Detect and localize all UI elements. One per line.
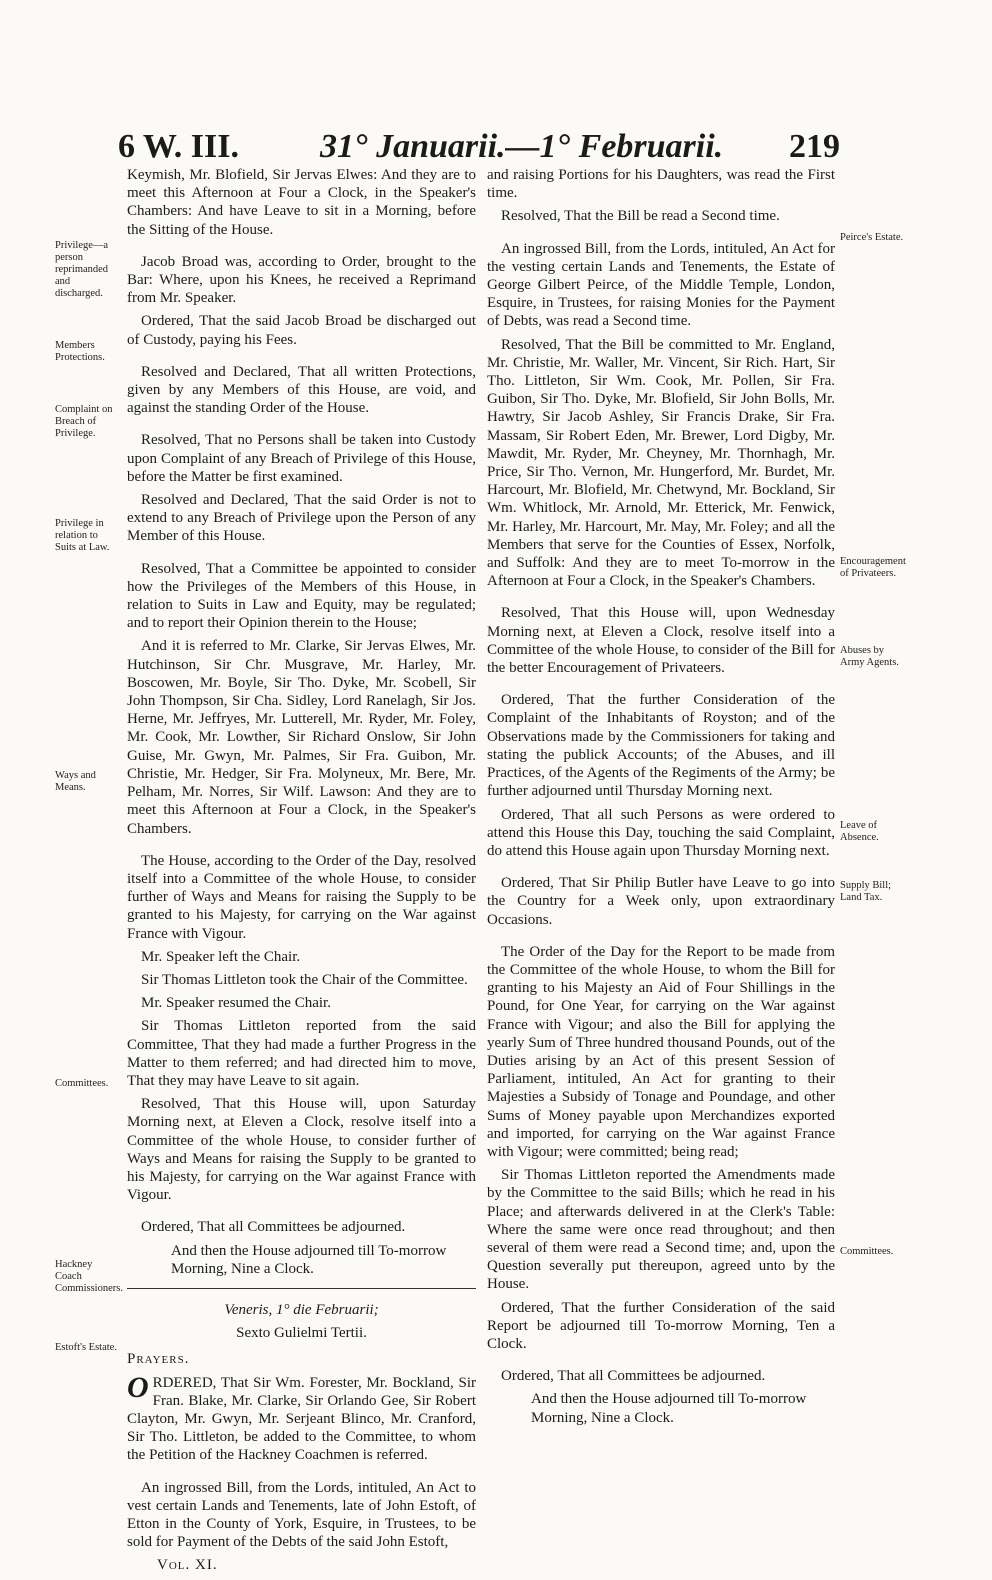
paragraph: Resolved and Declared, That the said Order is not to extend to any Breach of Privilege upon the Person of any Member of this House. — [127, 492, 476, 545]
paragraph: Resolved and Declared, That all written Protections, given by any Members of this House, are void, and against the standing Order of the House. — [127, 363, 476, 417]
paragraph: Ordered, That all Committees be adjourned. — [501, 1368, 766, 1385]
day-heading: Veneris, 1° die Februarii; — [224, 1301, 379, 1318]
margin-note: Committees. — [840, 1246, 894, 1257]
margin-note: Peirce's Estate. — [840, 232, 904, 243]
paragraph: Mr. Speaker resumed the Chair. — [141, 995, 331, 1012]
regnal-line: Sexto Gulielmi Tertii. — [236, 1325, 367, 1342]
paragraph: Resolved, That the Bill be committed to Mr. England, Mr. Christie, Mr. Waller, Mr. Vincent, Sir Rich. Hart, Sir Tho. Littleton, Sir Wm. Cook, Mr. Pollen, Sir Fra. Guibon, Sir Tho. Dyke, Mr. Blofield, Sir John Bolls, Mr. Hawtry, Sir Jacob Ashley, Sir Francis Drake, Sir Fra. Massam, Sir Robert Eden, Mr. Brewer, Lord Digby, Mr. Mawdit, Mr. Ryder, Mr. Cheyney, Mr. Thornhagh, Mr. Price, Sir Tho. Vernon, Mr. Hungerford, Mr. Burdet, Mr. Harcourt, Mr. Blofield, Mr. Chetwynd, Mr. Bockland, Sir Wm. Whitlock, Mr. Arnold, Mr. Etterick, Mr. Fenwick, Mr. Harley, Mr. Harcourt, Mr. May, Mr. Foley; and all the Members that serve for the Counties of Essex, Norfolk, and Suffolk: And they are to meet To-morrow in the Afternoon at Four a Clock, in the Speaker's Chambers. — [487, 336, 835, 590]
paragraph: Resolved, That the Bill be read a Second time. — [501, 208, 780, 225]
margin-note: Abuses by Army Agents. — [840, 645, 899, 668]
margin-note: Encouragement of Privateers. — [840, 556, 906, 579]
paragraph: Sir Thomas Littleton reported from the said Committee, That they had made a further Progress in the Matter to them referred; and had directed him to move, That they may have Leave to sit again. — [127, 1018, 476, 1089]
margin-note: Supply Bill; Land Tax. — [840, 880, 892, 903]
paragraph: and raising Portions for his Daughters, was read the First time. — [487, 167, 835, 202]
paragraph: Ordered, That all Committees be adjourned. — [141, 1219, 406, 1236]
margin-note: Committees. — [55, 1078, 109, 1089]
margin-note: Complaint on Breach of Privilege. — [55, 404, 113, 439]
paragraph-text: RDERED, That Sir Wm. Forester, Mr. Bockland, Sir Fran. Blake, Mr. Clarke, Sir Orlando Gee, Sir Robert Clayton, Mr. Gwyn, Mr. Serjeant Blinco, Mr. Cranford, Sir Tho. Littleton, be added to the Committee, to whom the Petition of the Hackney Coachmen is referred. — [127, 1374, 476, 1464]
paragraph: And it is referred to Mr. Clarke, Sir Jervas Elwes, Mr. Hutchinson, Sir Chr. Musgrave, Mr. Harley, Mr. Boscowen, Mr. Boyle, Sir Tho. Dyke, Mr. Scobell, Sir John Thompson, Sir Cha. Sidley, Lord Ranelagh, Sir Jos. Herne, Mr. Jeffryes, Mr. Lutterell, Mr. Ryder, Mr. Foley, Mr. Cook, Mr. Lowther, Sir Richard Onslow, Sir John Guise, Mr. Gwyn, Mr. Palmes, Sir Fra. Guibon, Mr. Christie, Mr. Hedger, Sir Fra. Molyneux, Mr. Bere, Mr. Pelham, Mr. Norres, Sir Wilf. Lawson: And they are to meet this Afternoon at Four a Clock, in the Speaker's Chambers. — [127, 638, 476, 837]
margin-note: Leave of Absence. — [840, 820, 879, 843]
paragraph: Mr. Speaker left the Chair. — [141, 948, 301, 965]
paragraph: An ingrossed Bill, from the Lords, intituled, An Act for the vesting certain Lands and Tenements, the Estate of George Gilbert Peirce, of the Middle Temple, London, Esquire, in Trustees, for raising Monies for the Payment of Debts, was read a Second time. — [487, 240, 835, 330]
margin-note: Hackney Coach Commissioners. — [55, 1259, 123, 1294]
margin-note: Members Protections. — [55, 340, 105, 363]
paragraph: Ordered, That the further Consideration of the Complaint of the Inhabitants of Royston; and of the Observations made by the Commissioners for taking and stating the publick Accounts; of the Abuses, and ill Practices, of the Agents of the Regiments of the Army; be further adjourned until Thursday Morning next. — [487, 692, 835, 800]
paragraph: Resolved, That this House will, upon Wednesday Morning next, at Eleven a Clock, resolve itself into a Committee of the whole House, to consider of the Bill for the better Encouragement of Privateers. — [487, 605, 835, 677]
margin-note: Estoft's Estate. — [55, 1342, 117, 1353]
regnal-year: 6 W. III. — [118, 128, 239, 165]
paragraph: The Order of the Day for the Report to be made from the Committee of the whole House, to whom the Bill for granting to his Majesty an Aid of Four Shillings in the Pound, for One Year, for carrying on the War against France with Vigour; and also the Bill for applying the yearly Sum of Three hundred thousand Pounds, out of the Duties arising by an Act of this present Session of Parliament, intituled, An Act for granting to their Majesties a Subsidy of Tonage and Poundage, and other Sums of Money payable upon Merchandizes exported and imported, for carrying on the War against France with Vigour; were committed; being read; — [487, 943, 835, 1160]
paragraph: Resolved, That a Committee be appointed to consider how the Privileges of the Members of this House, in relation to Suits in Law and Equity, may be regulated; and to report their Opinion therein to the House; — [127, 560, 476, 632]
adjournment: And then the House adjourned till To-morrow Morning, Nine a Clock. — [171, 1242, 447, 1277]
margin-note: Privilege in relation to Suits at Law. — [55, 518, 110, 553]
right-column — [487, 166, 835, 1432]
paragraph: An ingrossed Bill, from the Lords, intituled, An Act to vest certain Lands and Tenements, late of John Estoft, of Etton in the County of York, Esquire, in Trustees, to be sold for Payment of the Debts of the said John Estoft, — [127, 1479, 476, 1551]
margin-note: Privilege—a person reprimanded and discharged. — [55, 240, 109, 299]
paragraph: Ordered, That all such Persons as were ordered to attend this House this Day, touching the said Complaint, do attend this House again upon Thursday Morning next. — [487, 806, 835, 859]
drop-cap: O — [127, 1370, 149, 1404]
paragraph: Jacob Broad was, according to Order, brought to the Bar: Where, upon his Knees, he received a Reprimand from Mr. Speaker. — [127, 253, 476, 307]
left-column — [127, 166, 476, 1580]
paragraph: Keymish, Mr. Blofield, Sir Jervas Elwes: And they are to meet this Afternoon at Four a Clock, in the Speaker's Chambers: And have Leave to sit in a Morning, before the Sitting of the House. — [127, 167, 476, 238]
paragraph: Resolved, That this House will, upon Saturday Morning next, at Eleven a Clock, resolve itself into a Committee of the whole House, to consider further of Ways and Means for raising the Supply to be granted to his Majesty, for carrying on the War against France with Vigour. — [127, 1096, 476, 1204]
paragraph: Resolved, That no Persons shall be taken into Custody upon Complaint of any Breach of Privilege of this House, before the Matter be first examined. — [127, 432, 476, 485]
paragraph: Ordered, That the further Consideration of the said Report be adjourned till To-morrow Morning, Ten a Clock. — [487, 1299, 835, 1352]
date-range: 31° Januarii.—1° Februarii. — [320, 128, 724, 165]
adjournment: And then the House adjourned till To-morrow Morning, Nine a Clock. — [531, 1391, 807, 1426]
margin-note: Ways and Means. — [55, 770, 96, 793]
volume-mark: Vol. XI. — [157, 1557, 218, 1574]
paragraph: The House, according to the Order of the Day, resolved itself into a Committee of the whole House, to consider further of Ways and Means for raising the Supply to be granted to his Majesty, for carrying on the War against France with Vigour. — [127, 852, 476, 942]
paragraph: Ordered, That Sir Philip Butler have Leave to go into the Country for a Week only, upon extraordinary Occasions. — [487, 875, 835, 928]
paragraph — [127, 1370, 476, 1465]
prayers-heading: Prayers. — [127, 1351, 190, 1368]
paragraph: Sir Thomas Littleton reported the Amendments made by the Committee to the said Bills; which he read in his Place; and afterwards delivered in at the Clerk's Table: Where the same were once read throughout; and then several of them were read a Second time; and, upon the Question severally put thereupon, agreed unto by the House. — [487, 1167, 835, 1293]
running-header — [110, 128, 840, 168]
paragraph: Sir Thomas Littleton took the Chair of the Committee. — [141, 971, 468, 988]
section-rule — [127, 1288, 476, 1289]
paragraph: Ordered, That the said Jacob Broad be discharged out of Custody, paying his Fees. — [127, 313, 476, 348]
page-number: 219 — [789, 128, 840, 165]
